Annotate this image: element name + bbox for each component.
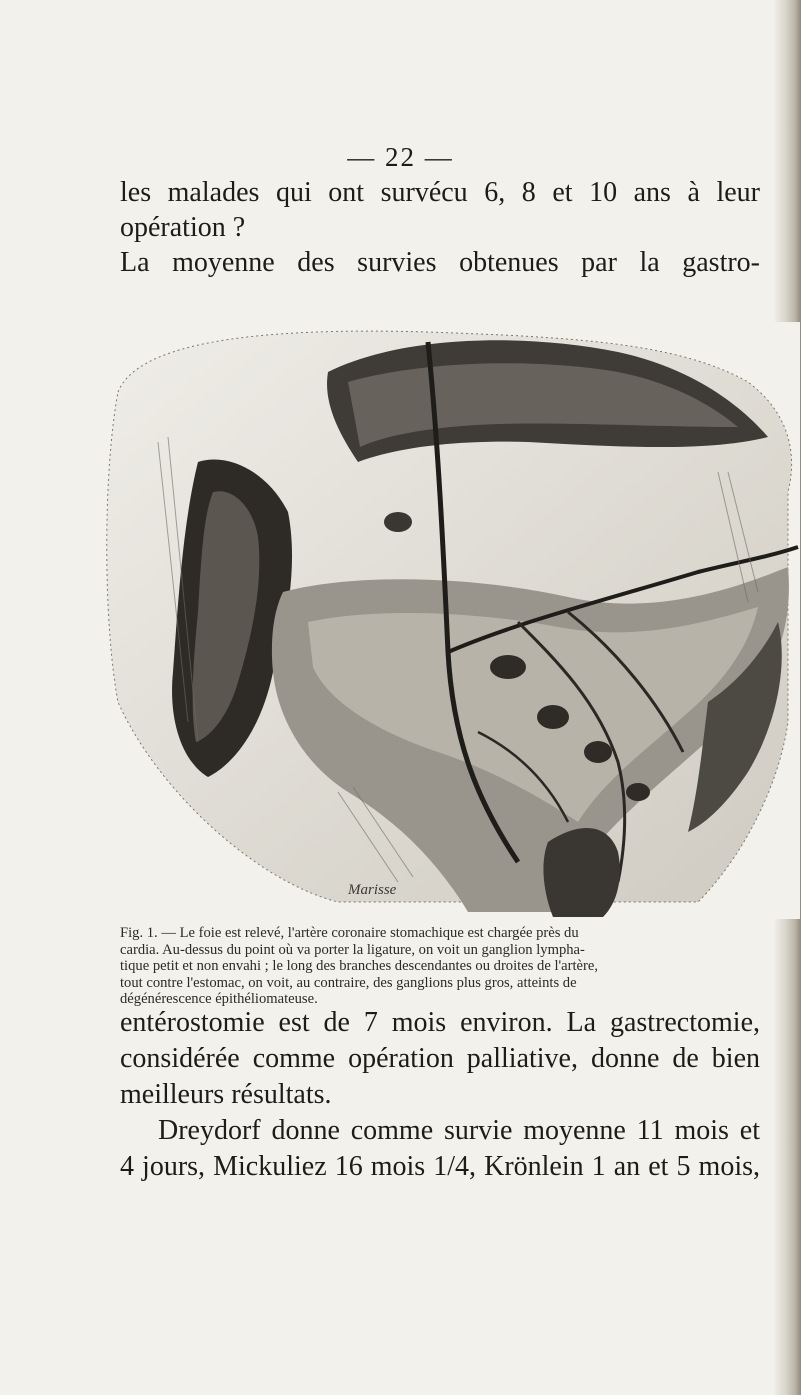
figure-caption bbox=[120, 925, 760, 1008]
text-line: opération ? bbox=[120, 212, 246, 243]
caption-line: tique petit et non envahi ; le long des branches descendantes ou droites de l'artère, bbox=[120, 958, 598, 975]
caption-line: Fig. 1. — Le foie est relevé, l'artère coronaire stomachique est chargée près du bbox=[120, 925, 579, 941]
text-line: les malades qui ont survécu 6, 8 et 10 ans à leur bbox=[120, 177, 760, 208]
text-line: entérostomie est de 7 mois environ. La gastrectomie, bbox=[120, 1007, 760, 1038]
caption-line: cardia. Au-dessus du point où va porter la ligature, on voit un ganglion lympha- bbox=[120, 941, 585, 958]
text-line: meilleurs résultats. bbox=[120, 1079, 332, 1110]
paragraph-bottom bbox=[120, 1005, 760, 1185]
text-line: La moyenne des survies obtenues par la gastro- bbox=[120, 247, 760, 278]
figure-signature: Marisse bbox=[348, 882, 397, 898]
caption-line: tout contre l'estomac, on voit, au contraire, des ganglions plus gros, atteints de bbox=[120, 974, 577, 991]
page-number: — 22 — bbox=[347, 142, 454, 172]
text-line: 4 jours, Mickuliez 16 mois 1/4, Krönlein 1 an et 5 mois, bbox=[120, 1151, 760, 1182]
anatomical-illustration bbox=[98, 322, 800, 919]
paragraph-top bbox=[120, 175, 760, 280]
text-line: Dreydorf donne comme survie moyenne 11 mois et bbox=[158, 1115, 760, 1146]
text-line: considérée comme opération palliative, donne de bien bbox=[120, 1043, 760, 1074]
caption-line: dégénérescence épithéliomateuse. bbox=[120, 991, 318, 1008]
